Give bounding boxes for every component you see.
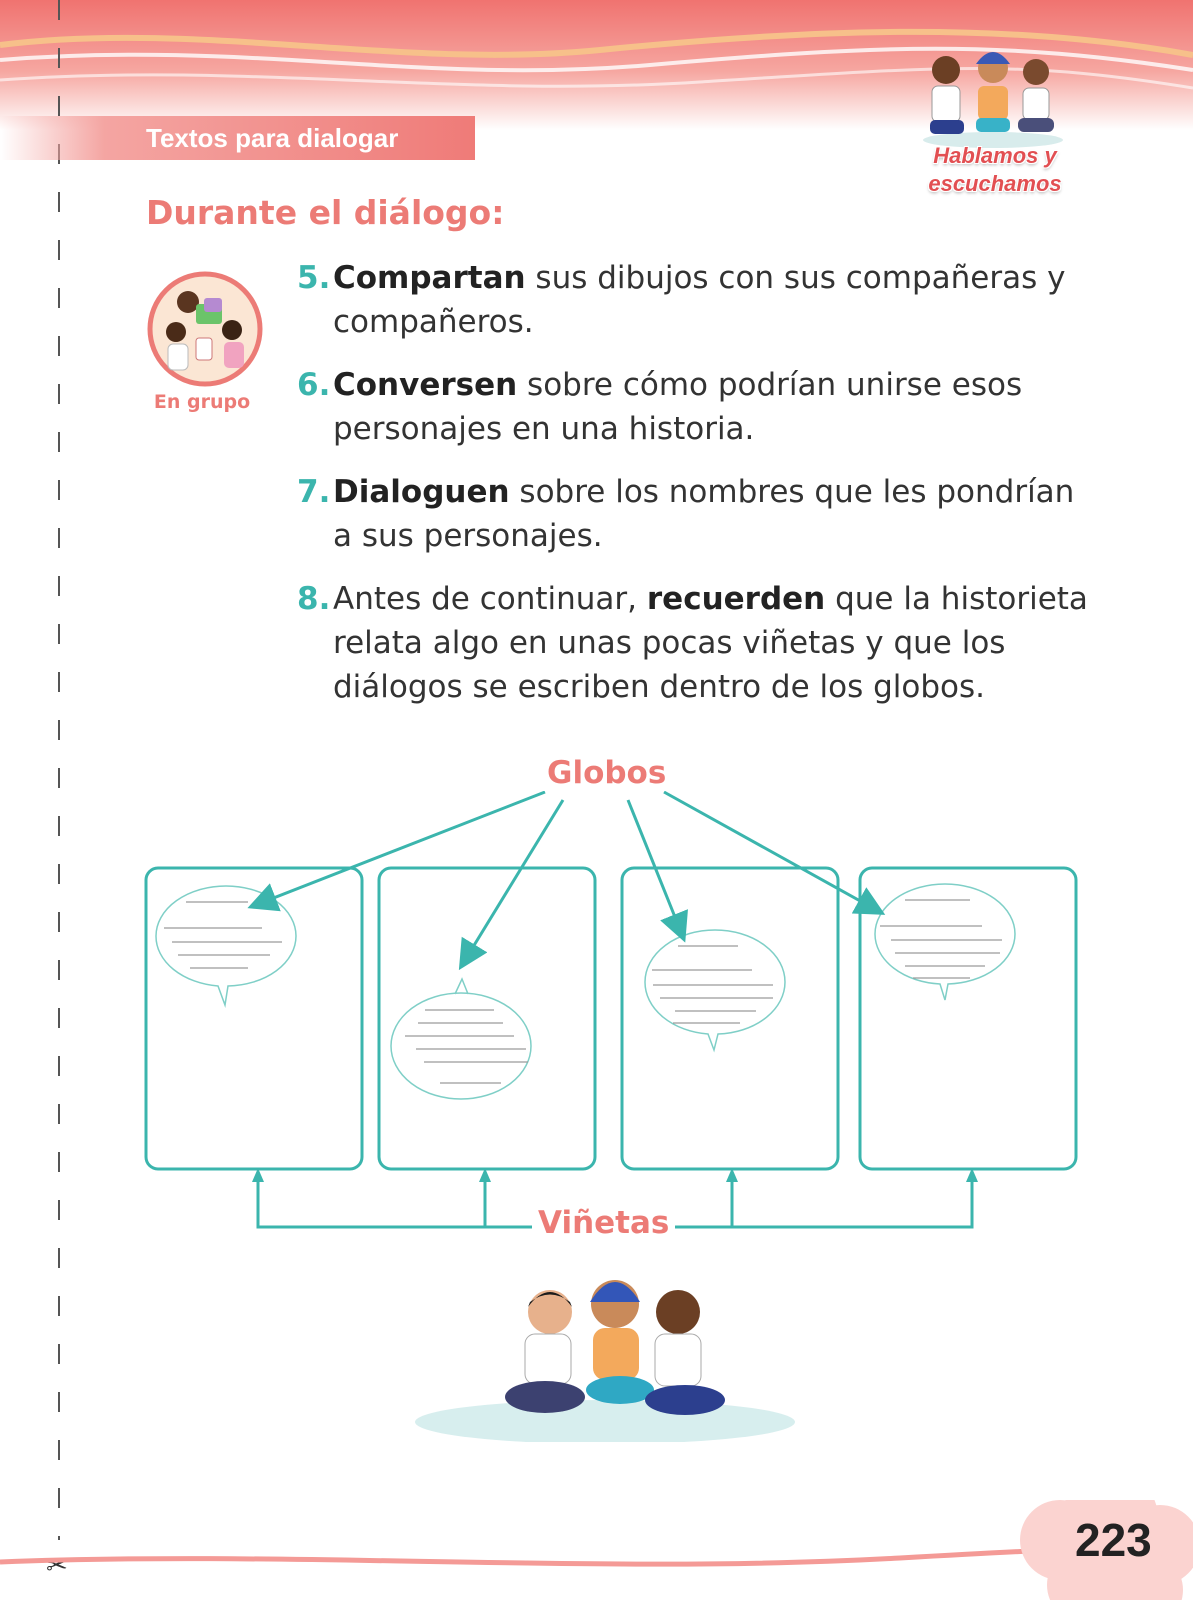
section-tag bbox=[0, 116, 475, 160]
section-tag-label: Textos para dialogar bbox=[146, 123, 399, 153]
step-text: Conversen sobre cómo podrían unirse esos personajes en una historia. bbox=[333, 367, 1023, 447]
children-talking-icon bbox=[918, 40, 1068, 150]
step-number: 7. bbox=[297, 474, 331, 510]
step-keyword: Dialoguen bbox=[333, 474, 510, 510]
badge-label-line1: Hablamos y bbox=[933, 143, 1057, 168]
bottom-decoration bbox=[0, 1500, 1193, 1600]
group-icon-label: En grupo bbox=[153, 391, 251, 413]
step-item-6 bbox=[297, 363, 1097, 451]
globos-label: Globos bbox=[541, 755, 672, 791]
step-keyword: Conversen bbox=[333, 367, 518, 403]
panel-bracket bbox=[675, 1180, 972, 1227]
badge-label bbox=[900, 142, 1090, 198]
step-number: 5. bbox=[297, 260, 331, 296]
comic-diagram bbox=[0, 740, 1193, 1250]
step-item-5 bbox=[297, 256, 1097, 344]
step-text: Dialoguen sobre los nombres que les pondrían a sus personajes. bbox=[333, 474, 1075, 554]
page-number: 223 bbox=[1075, 1514, 1152, 1566]
step-keyword: Compartan bbox=[333, 260, 526, 296]
step-number: 6. bbox=[297, 367, 331, 403]
badge-label-line2: escuchamos bbox=[928, 171, 1062, 196]
step-item-7 bbox=[297, 470, 1097, 558]
step-number: 8. bbox=[297, 581, 331, 617]
group-of-children-icon bbox=[146, 270, 264, 388]
step-text: Compartan sus dibujos con sus compañeras y compañeros. bbox=[333, 260, 1066, 340]
panel-bracket bbox=[258, 1180, 532, 1227]
step-keyword: recuerden bbox=[646, 581, 826, 617]
step-item-8 bbox=[297, 577, 1097, 709]
section-subtitle: Durante el diálogo: bbox=[146, 193, 505, 232]
vinetas-label: Viñetas bbox=[532, 1205, 675, 1241]
scissors-icon: ✂ bbox=[46, 1551, 68, 1581]
children-sitting-illustration bbox=[410, 1262, 800, 1442]
step-text: Antes de continuar, recuerden que la historieta relata algo en unas pocas viñetas y que los diálogos se escriben dentro de los globos. bbox=[333, 581, 1088, 705]
